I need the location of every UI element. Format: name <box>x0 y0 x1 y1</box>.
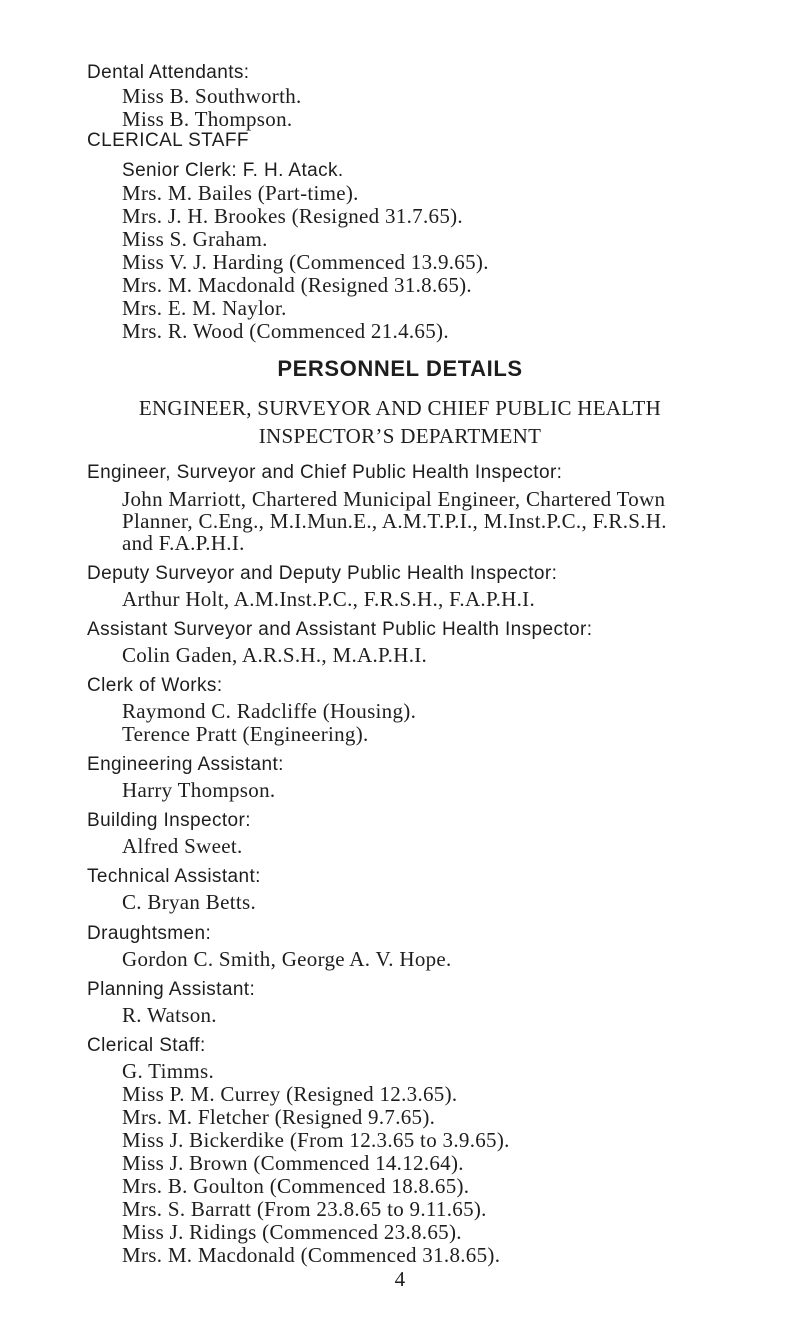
senior-clerk: Senior Clerk: F. H. Atack. <box>122 160 344 181</box>
engineering-assistant-line-1: Harry Thompson. <box>122 778 276 802</box>
assistant-surveyor-label: Assistant Surveyor and Assistant Public Health Inspector: <box>87 619 593 640</box>
technical-assistant-label: Technical Assistant: <box>87 866 261 887</box>
clerical-member-4: Miss V. J. Harding (Commenced 13.9.65). <box>122 250 489 274</box>
personnel-details-title: PERSONNEL DETAILS <box>277 356 523 381</box>
page-number: 4 <box>394 1267 406 1291</box>
deputy-label: Deputy Surveyor and Deputy Public Health Inspector: <box>87 563 558 584</box>
clerical-member-7: Mrs. R. Wood (Commenced 21.4.65). <box>122 319 449 343</box>
department-clerical-line-9: Mrs. M. Macdonald (Commenced 31.8.65). <box>122 1243 501 1267</box>
clerk-of-works-line-1: Raymond C. Radcliffe (Housing). <box>122 699 417 723</box>
department-clerical-line-4: Miss J. Bickerdike (From 12.3.65 to 3.9.65). <box>122 1128 510 1152</box>
building-inspector-label: Building Inspector: <box>87 810 251 831</box>
engineering-assistant-label: Engineering Assistant: <box>87 754 284 775</box>
clerical-member-2: Mrs. J. H. Brookes (Resigned 31.7.65). <box>122 204 463 228</box>
draughtsmen-line-1: Gordon C. Smith, George A. V. Hope. <box>122 947 452 971</box>
department-title-line-1: ENGINEER, SURVEYOR AND CHIEF PUBLIC HEALTH <box>138 396 662 420</box>
clerk-of-works-label: Clerk of Works: <box>87 675 223 696</box>
department-clerical-line-6: Mrs. B. Goulton (Commenced 18.8.65). <box>122 1174 470 1198</box>
department-clerical-staff-label: Clerical Staff: <box>87 1035 206 1056</box>
clerical-staff-heading: CLERICAL STAFF <box>87 130 249 151</box>
dental-attendant-1: Miss B. Southworth. <box>122 84 302 108</box>
engineer-line-1: John Marriott, Chartered Municipal Engineer, Chartered Town <box>122 487 666 511</box>
planning-assistant-line-1: R. Watson. <box>122 1003 217 1027</box>
department-clerical-line-7: Mrs. S. Barratt (From 23.8.65 to 9.11.65). <box>122 1197 487 1221</box>
clerical-member-3: Miss S. Graham. <box>122 227 268 251</box>
planning-assistant-label: Planning Assistant: <box>87 979 256 1000</box>
building-inspector-line-1: Alfred Sweet. <box>122 834 243 858</box>
dental-attendants-label: Dental Attendants: <box>87 62 250 83</box>
engineer-line-3: and F.A.P.H.I. <box>122 531 245 555</box>
assistant-surveyor-line-1: Colin Gaden, A.R.S.H., M.A.P.H.I. <box>122 643 428 667</box>
department-clerical-line-2: Miss P. M. Currey (Resigned 12.3.65). <box>122 1082 458 1106</box>
deputy-line-1: Arthur Holt, A.M.Inst.P.C., F.R.S.H., F.A.P.H.I. <box>122 587 536 611</box>
department-clerical-line-5: Miss J. Brown (Commenced 14.12.64). <box>122 1151 464 1175</box>
clerk-of-works-line-2: Terence Pratt (Engineering). <box>122 722 369 746</box>
department-clerical-line-3: Mrs. M. Fletcher (Resigned 9.7.65). <box>122 1105 436 1129</box>
engineer-label: Engineer, Surveyor and Chief Public Health Inspector: <box>87 462 563 483</box>
department-clerical-line-1: G. Timms. <box>122 1059 215 1083</box>
clerical-member-5: Mrs. M. Macdonald (Resigned 31.8.65). <box>122 273 472 297</box>
engineer-line-2: Planner, C.Eng., M.I.Mun.E., A.M.T.P.I., M.Inst.P.C., F.R.S.H. <box>122 509 667 533</box>
department-title-line-2: INSPECTOR’S DEPARTMENT <box>258 424 542 448</box>
dental-attendant-2: Miss B. Thompson. <box>122 107 293 131</box>
draughtsmen-label: Draughtsmen: <box>87 923 212 944</box>
technical-assistant-line-1: C. Bryan Betts. <box>122 890 256 914</box>
department-clerical-line-8: Miss J. Ridings (Commenced 23.8.65). <box>122 1220 462 1244</box>
clerical-member-6: Mrs. E. M. Naylor. <box>122 296 287 320</box>
clerical-member-1: Mrs. M. Bailes (Part-time). <box>122 181 359 205</box>
